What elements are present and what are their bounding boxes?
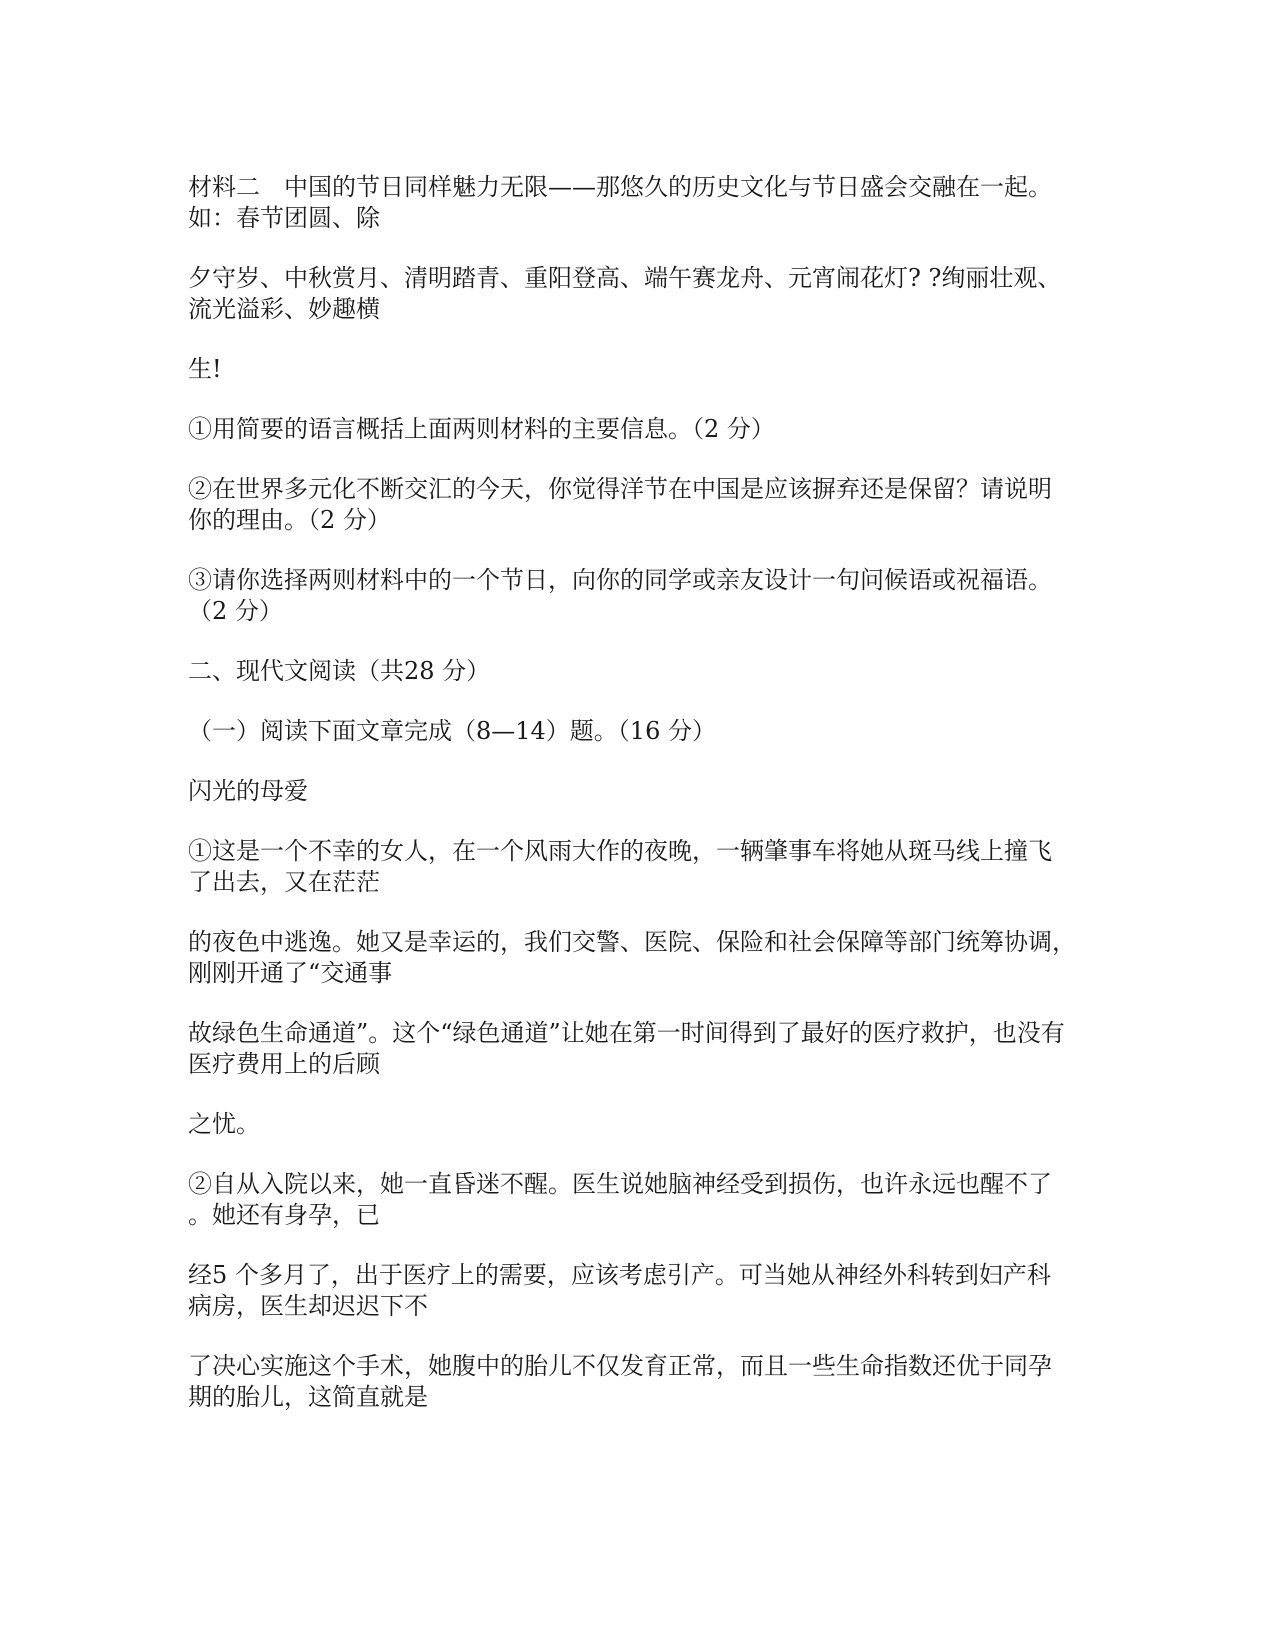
paragraph-line: 。她还有身孕，已 bbox=[188, 1201, 380, 1229]
paragraph-line: 材料二 中国的节日同样魅力无限——那悠久的历史文化与节日盛会交融在一起。 bbox=[188, 173, 1052, 201]
paragraph-line: 之忧。 bbox=[188, 1110, 260, 1138]
paragraph-line: 流光溢彩、妙趣横 bbox=[188, 295, 380, 323]
paragraph-line: 病房，医生却迟迟下不 bbox=[188, 1292, 428, 1320]
paragraph bbox=[188, 1109, 1088, 1140]
paragraph bbox=[188, 1018, 1088, 1080]
paragraph bbox=[188, 716, 1088, 747]
paragraph-line: 闪光的母爱 bbox=[188, 777, 308, 805]
paragraph-line: ③请你选择两则材料中的一个节日，向你的同学或亲友设计一句问候语或祝福语。 bbox=[188, 566, 1052, 594]
paragraph-line: ①用简要的语言概括上面两则材料的主要信息。（2 分） bbox=[188, 415, 775, 443]
paragraph-line: ②在世界多元化不断交汇的今天，你觉得洋节在中国是应该摒弃还是保留？请说明 bbox=[188, 475, 1052, 503]
paragraph-line: ②自从入院以来，她一直昏迷不醒。医生说她脑神经受到损伤，也许永远也醒不了 bbox=[188, 1170, 1052, 1198]
paragraph-line: ①这是一个不幸的女人，在一个风雨大作的夜晚，一辆肇事车将她从斑马线上撞飞 bbox=[188, 837, 1052, 865]
paragraph bbox=[188, 414, 1088, 445]
paragraph-line: 故绿色生命通道”。这个“绿色通道”让她在第一时间得到了最好的医疗救护，也没有 bbox=[188, 1019, 1065, 1047]
paragraph-line: 经5 个多月了，出于医疗上的需要，应该考虑引产。可当她从神经外科转到妇产科 bbox=[188, 1261, 1051, 1289]
paragraph bbox=[188, 927, 1088, 989]
paragraph bbox=[188, 1260, 1088, 1322]
paragraph bbox=[188, 172, 1088, 234]
paragraph bbox=[188, 474, 1088, 536]
paragraph-line: 你的理由。（2 分） bbox=[188, 506, 391, 534]
paragraph bbox=[188, 565, 1088, 627]
paragraph-line: 了决心实施这个手术，她腹中的胎儿不仅发育正常，而且一些生命指数还优于同孕 bbox=[188, 1352, 1052, 1380]
paragraph-line: 医疗费用上的后顾 bbox=[188, 1050, 380, 1078]
paragraph-line: 期的胎儿，这简直就是 bbox=[188, 1383, 428, 1411]
paragraph bbox=[188, 1351, 1088, 1413]
paragraph bbox=[188, 1169, 1088, 1231]
paragraph-line: 生! bbox=[188, 355, 222, 383]
paragraph bbox=[188, 656, 1088, 687]
paragraph bbox=[188, 263, 1088, 325]
paragraph bbox=[188, 776, 1088, 807]
paragraph-line: 二、现代文阅读（共28 分） bbox=[188, 657, 491, 685]
paragraph-line: （2 分） bbox=[188, 597, 283, 625]
document-body bbox=[188, 172, 1088, 1442]
paragraph-line: （一）阅读下面文章完成（8—14）题。（16 分） bbox=[188, 717, 716, 745]
paragraph bbox=[188, 354, 1088, 385]
paragraph-line: 刚刚开通了“交通事 bbox=[188, 959, 393, 987]
paragraph-line: 了出去，又在茫茫 bbox=[188, 868, 380, 896]
paragraph bbox=[188, 836, 1088, 898]
paragraph-line: 夕守岁、中秋赏月、清明踏青、重阳登高、端午赛龙舟、元宵闹花灯? ?绚丽壮观、 bbox=[188, 264, 1062, 292]
paragraph-line: 如：春节团圆、除 bbox=[188, 204, 380, 232]
paragraph-line: 的夜色中逃逸。她又是幸运的，我们交警、医院、保险和社会保障等部门统筹协调， bbox=[188, 928, 1076, 956]
